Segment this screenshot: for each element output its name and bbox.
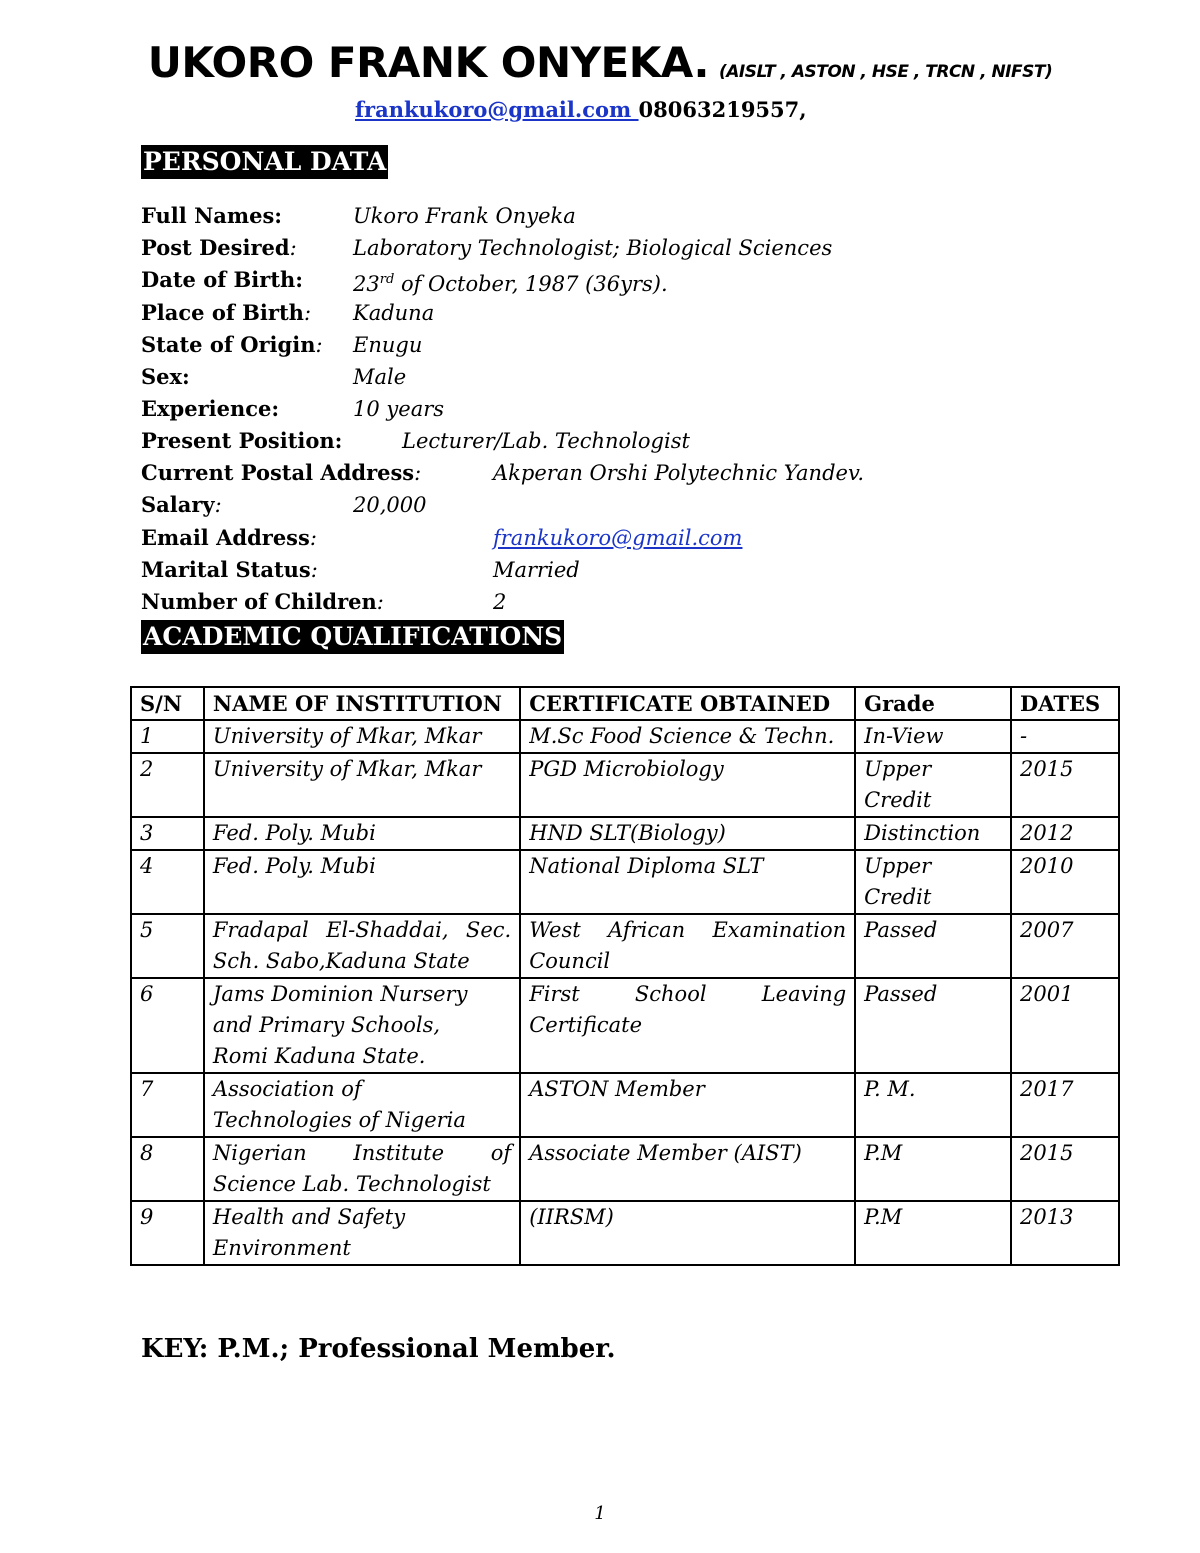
cell-date: 2012 [1011, 817, 1119, 850]
phone-number: 08063219557, [638, 97, 807, 122]
row-colon: : [303, 301, 312, 325]
cell-certificate: West African Examination Council [520, 914, 855, 978]
row-value: Lecturer/Lab. Technologist [402, 429, 690, 453]
cell-certificate: First School Leaving Certificate [520, 978, 855, 1073]
cell-institution: Fed. Poly. Mubi [204, 850, 520, 914]
contact-line [355, 97, 807, 122]
row-value [353, 265, 668, 299]
cell-grade: Passed [855, 914, 1011, 978]
row-colon: : [309, 526, 317, 550]
row-label: Sex: [141, 364, 190, 389]
table-row [131, 817, 1119, 850]
professional-qualifications: (AISLT , ASTON , HSE , TRCN , NIFST) [719, 62, 1053, 82]
row-label: Date of Birth: [141, 267, 304, 292]
cell-certificate: Associate Member (AIST) [520, 1137, 855, 1201]
personal-row-sex [141, 362, 407, 392]
cell-date: 2001 [1011, 978, 1119, 1073]
academic-qualifications-heading: ACADEMIC QUALIFICATIONS [141, 620, 564, 654]
email-link[interactable]: frankukoro@gmail.com [355, 97, 639, 122]
cell-date: - [1011, 720, 1119, 753]
column-header-grade: Grade [855, 687, 1011, 720]
cell-institution: Nigerian Institute of Science Lab. Technologist [204, 1137, 520, 1201]
row-value: 2 [493, 590, 507, 614]
cell-institution: University of Mkar, Mkar [204, 720, 520, 753]
personal-row-children [141, 587, 507, 617]
cell-certificate: (IIRSM) [520, 1201, 855, 1265]
cell-grade: Upper Credit [855, 850, 1011, 914]
table-row [131, 1137, 1119, 1201]
candidate-name: UKORO FRANK ONYEKA. [147, 38, 709, 87]
cell-grade: P. M. [855, 1073, 1011, 1137]
email-address-link[interactable]: frankukoro@gmail.com [493, 526, 743, 550]
cell-certificate: PGD Microbiology [520, 753, 855, 817]
personal-row-marital-status [141, 555, 580, 585]
table-row [131, 850, 1119, 914]
cell-grade: Upper Credit [855, 753, 1011, 817]
cell-sn: 4 [131, 850, 204, 914]
cell-date: 2007 [1011, 914, 1119, 978]
page-number: 1 [594, 1503, 606, 1524]
personal-row-experience [141, 394, 445, 424]
row-colon: : [214, 493, 222, 517]
row-label: Number of Children [141, 589, 377, 614]
personal-row-place-of-birth [141, 298, 435, 328]
row-value: Married [493, 558, 580, 582]
cell-sn: 5 [131, 914, 204, 978]
table-row [131, 753, 1119, 817]
dob-day: 23 [353, 272, 380, 296]
cell-institution: Fed. Poly. Mubi [204, 817, 520, 850]
row-label: Current Postal Address [141, 460, 415, 485]
dob-rest: of October, 1987 (36yrs). [394, 272, 668, 296]
column-header-sn: S/N [131, 687, 204, 720]
column-header-certificate: CERTIFICATE OBTAINED [520, 687, 855, 720]
row-label: Email Address [141, 525, 310, 550]
personal-row-state-of-origin [141, 330, 423, 360]
row-colon: : [310, 558, 318, 582]
cell-sn: 7 [131, 1073, 204, 1137]
cell-date: 2010 [1011, 850, 1119, 914]
cell-date: 2015 [1011, 753, 1119, 817]
row-value: Laboratory Technologist; Biological Sciences [353, 236, 833, 260]
cell-sn: 8 [131, 1137, 204, 1201]
cell-sn: 2 [131, 753, 204, 817]
resume-header [0, 38, 1200, 87]
row-label: Present Position: [141, 428, 343, 453]
table-row [131, 978, 1119, 1073]
cell-sn: 3 [131, 817, 204, 850]
row-label: Marital Status [141, 557, 311, 582]
cell-sn: 6 [131, 978, 204, 1073]
row-label: Post Desired [141, 235, 290, 260]
personal-row-salary [141, 490, 427, 520]
personal-row-postal-address [141, 458, 864, 488]
cell-certificate: National Diploma SLT [520, 850, 855, 914]
cell-certificate: M.Sc Food Science & Techn. [520, 720, 855, 753]
academic-qualifications-table [130, 686, 1120, 1266]
cell-institution: Association of Technologies of Nigeria [204, 1073, 520, 1137]
cell-date: 2013 [1011, 1201, 1119, 1265]
cell-grade: In-View [855, 720, 1011, 753]
personal-data-heading: PERSONAL DATA [141, 145, 388, 179]
cell-certificate: HND SLT(Biology) [520, 817, 855, 850]
row-value: Male [353, 365, 407, 389]
personal-row-full-names [141, 201, 576, 231]
cell-sn: 1 [131, 720, 204, 753]
cell-date: 2017 [1011, 1073, 1119, 1137]
cell-grade: Distinction [855, 817, 1011, 850]
table-row [131, 1073, 1119, 1137]
row-value: Enugu [353, 333, 423, 357]
row-label: Place of Birth [141, 300, 304, 325]
personal-row-email [141, 523, 743, 553]
cell-institution: Fradapal El-Shaddai, Sec. Sch. Sabo,Kaduna State [204, 914, 520, 978]
row-value: Ukoro Frank Onyeka [353, 204, 576, 228]
row-value: Akperan Orshi Polytechnic Yandev. [493, 461, 864, 485]
row-colon: : [289, 236, 297, 260]
row-colon: : [315, 333, 323, 357]
table-row [131, 914, 1119, 978]
row-colon: : [376, 590, 384, 614]
cell-institution: Health and Safety Environment [204, 1201, 520, 1265]
row-label: Salary [141, 492, 215, 517]
cell-institution: University of Mkar, Mkar [204, 753, 520, 817]
column-header-dates: DATES [1011, 687, 1119, 720]
column-header-institution: NAME OF INSTITUTION [204, 687, 520, 720]
personal-row-present-position [141, 426, 690, 456]
key-note: KEY: P.M.; Professional Member. [141, 1334, 616, 1364]
row-label: State of Origin [141, 332, 316, 357]
table-row [131, 1201, 1119, 1265]
cell-date: 2015 [1011, 1137, 1119, 1201]
dob-suffix: rd [379, 272, 395, 287]
row-label: Experience: [141, 396, 280, 421]
row-value: 20,000 [353, 493, 427, 517]
cell-grade: P.M [855, 1201, 1011, 1265]
cell-grade: Passed [855, 978, 1011, 1073]
table-row [131, 720, 1119, 753]
cell-institution: Jams Dominion Nursery and Primary Schools, Romi Kaduna State. [204, 978, 520, 1073]
personal-row-post-desired [141, 233, 833, 263]
cell-grade: P.M [855, 1137, 1011, 1201]
cell-sn: 9 [131, 1201, 204, 1265]
row-value: 10 years [353, 397, 445, 421]
personal-row-date-of-birth [141, 265, 668, 296]
row-label: Full Names: [141, 203, 283, 228]
row-value: Kaduna [353, 301, 435, 325]
cell-certificate: ASTON Member [520, 1073, 855, 1137]
row-colon: : [414, 461, 422, 485]
table-header-row [131, 687, 1119, 720]
